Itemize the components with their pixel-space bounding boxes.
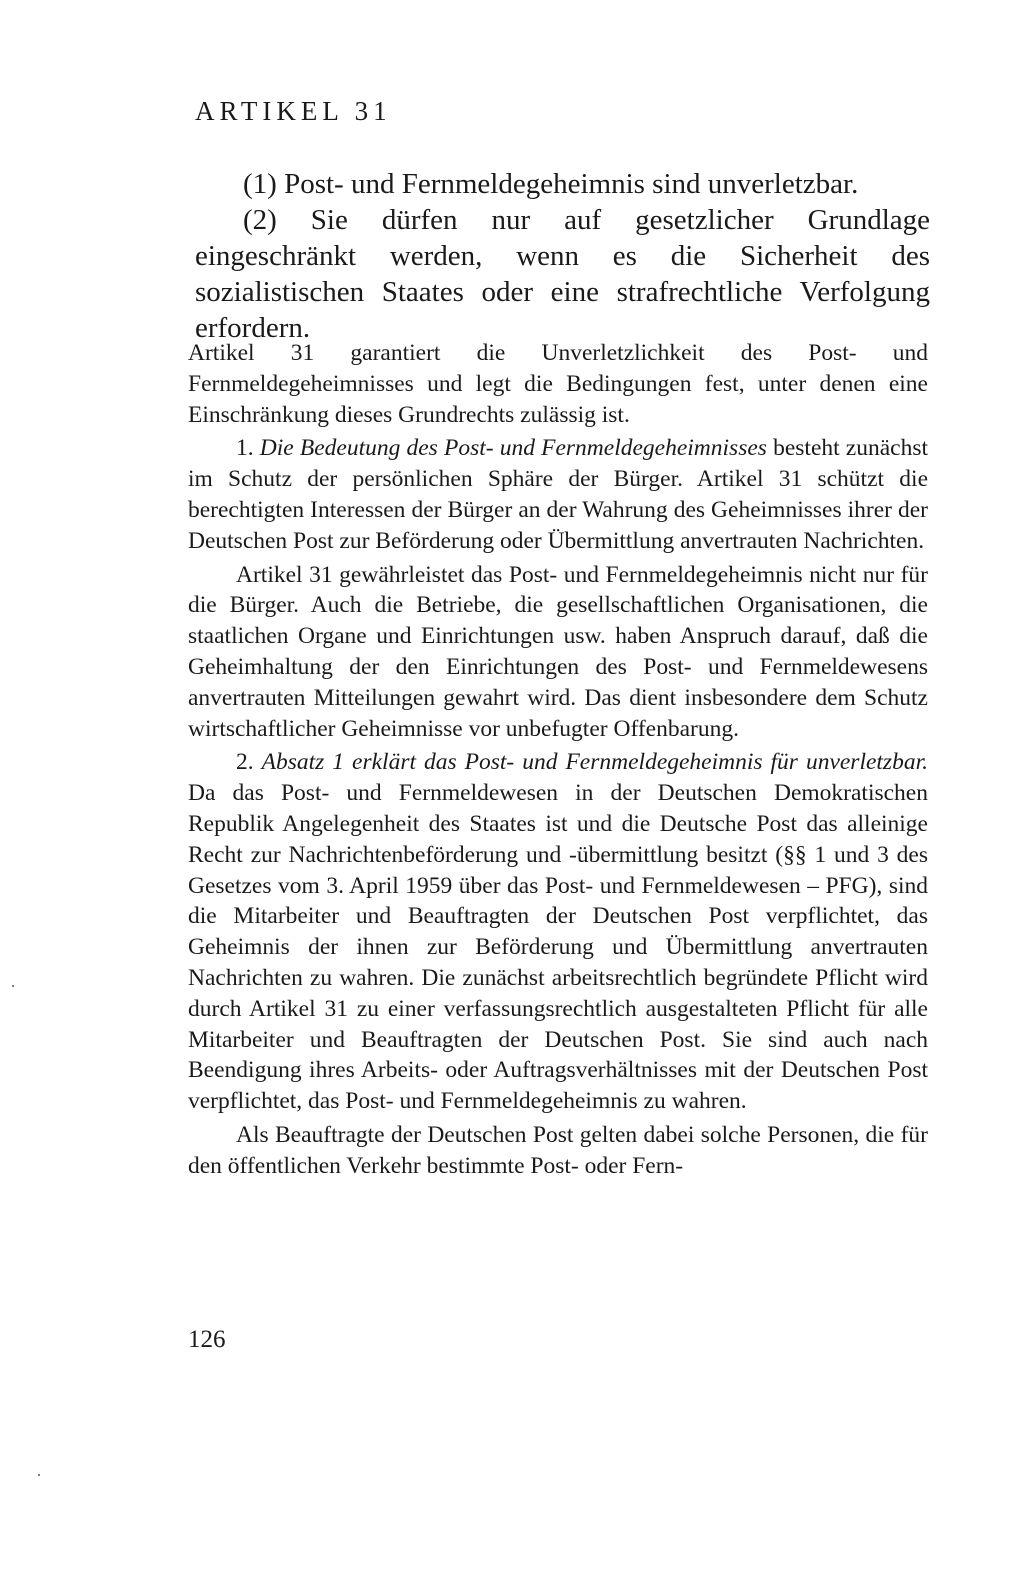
paragraph-body: Da das Post- und Fernmeldewesen in der Deutschen Demokratischen Republik Angelegenheit des Staates ist und die Deutsche Post das alleinige Recht zur Nachrichtenbeförderung und -übermittlung besitzt (§§ 1 und 3 des Gesetzes vom 3. April 1959 über das Post- und Fernmeldewesen – PFG), sind die Mitarbeiter und Beauftragten der Deutschen Post verpflichtet, das Geheimnis der ihnen zur Beförderung und Übermittlung anvertrauten Nachrichten zu wahren. Die zunächst arbeitsrechtlich begründete Pflicht wird durch Artikel 31 zu einer verfassungsrechtlich ausgestalteten Pflicht für alle Mitarbeiter und Beauftragten der Deutschen Post. Sie sind auch nach Beendigung ihres Arbeits- oder Auftragsverhältnisses mit der Deutschen Post verpflichtet, das Post- und Fernmeldegeheimnis zu wahren. [188, 780, 928, 1115]
article-paragraph-2: (2) Sie dürfen nur auf gesetzlicher Grundlage eingeschränkt werden, wenn es die Sicherheit des sozialistischen Staates oder eine strafrechtliche Verfolgung erfordern. [195, 204, 930, 344]
commentary-paragraph-2: Artikel 31 gewährleistet das Post- und Fernmeldegeheimnis nicht nur für die Bürger. Auch die Betriebe, die gesellschaftlichen Organisationen, die staatlichen Organe und Einrichtungen usw. haben Anspruch darauf, daß die Geheimhaltung der den Einrichtungen des Post- und Fernmeldewesens anvertrauten Mitteilungen gewahrt wird. Das dient insbesondere dem Schutz wirtschaftlicher Geheimnisse vor unbefugter Offenbarung. [188, 561, 928, 742]
commentary-paragraph-3 [188, 747, 928, 1117]
emphasis-text: Die Bedeutung des Post- und Fernmeldegeheimnisses [259, 435, 767, 462]
page-number: 126 [188, 1326, 226, 1353]
article-heading: ARTIKEL 31 [195, 96, 392, 126]
commentary-paragraph-1 [188, 433, 928, 556]
scan-speck [12, 985, 14, 987]
paragraph-number: 1. [236, 435, 254, 462]
paragraph-number: 2. [236, 749, 254, 776]
commentary-intro: Artikel 31 garantiert die Unverletzlichkeit des Post- und Fernmeldegeheimnisses und legt die Bedingungen fest, unter denen eine Einschränkung dieses Grundrechts zulässig ist. [188, 340, 928, 428]
article-text [195, 166, 930, 346]
emphasis-text: Absatz 1 erklärt das Post- und Fernmeldegeheimnis für unverletzbar. [261, 749, 928, 776]
commentary [188, 338, 928, 1182]
article-paragraph-1: (1) Post- und Fernmeldegeheimnis sind unverletzbar. [243, 168, 859, 200]
scan-speck [38, 1474, 40, 1476]
commentary-paragraph-4: Als Beauftragte der Deutschen Post gelten dabei solche Personen, die für den öffentlichen Verkehr bestimmte Post- oder Fern- [188, 1121, 928, 1179]
paragraph-body: besteht zunächst im Schutz der persönlichen Sphäre der Bürger. Artikel 31 schützt die berechtigten Interessen der Bürger an der Wahrung des Geheimnisses ihrer der Deutschen Post zur Beförderung oder Übermittlung anvertrauten Nachrichten. [188, 435, 929, 554]
